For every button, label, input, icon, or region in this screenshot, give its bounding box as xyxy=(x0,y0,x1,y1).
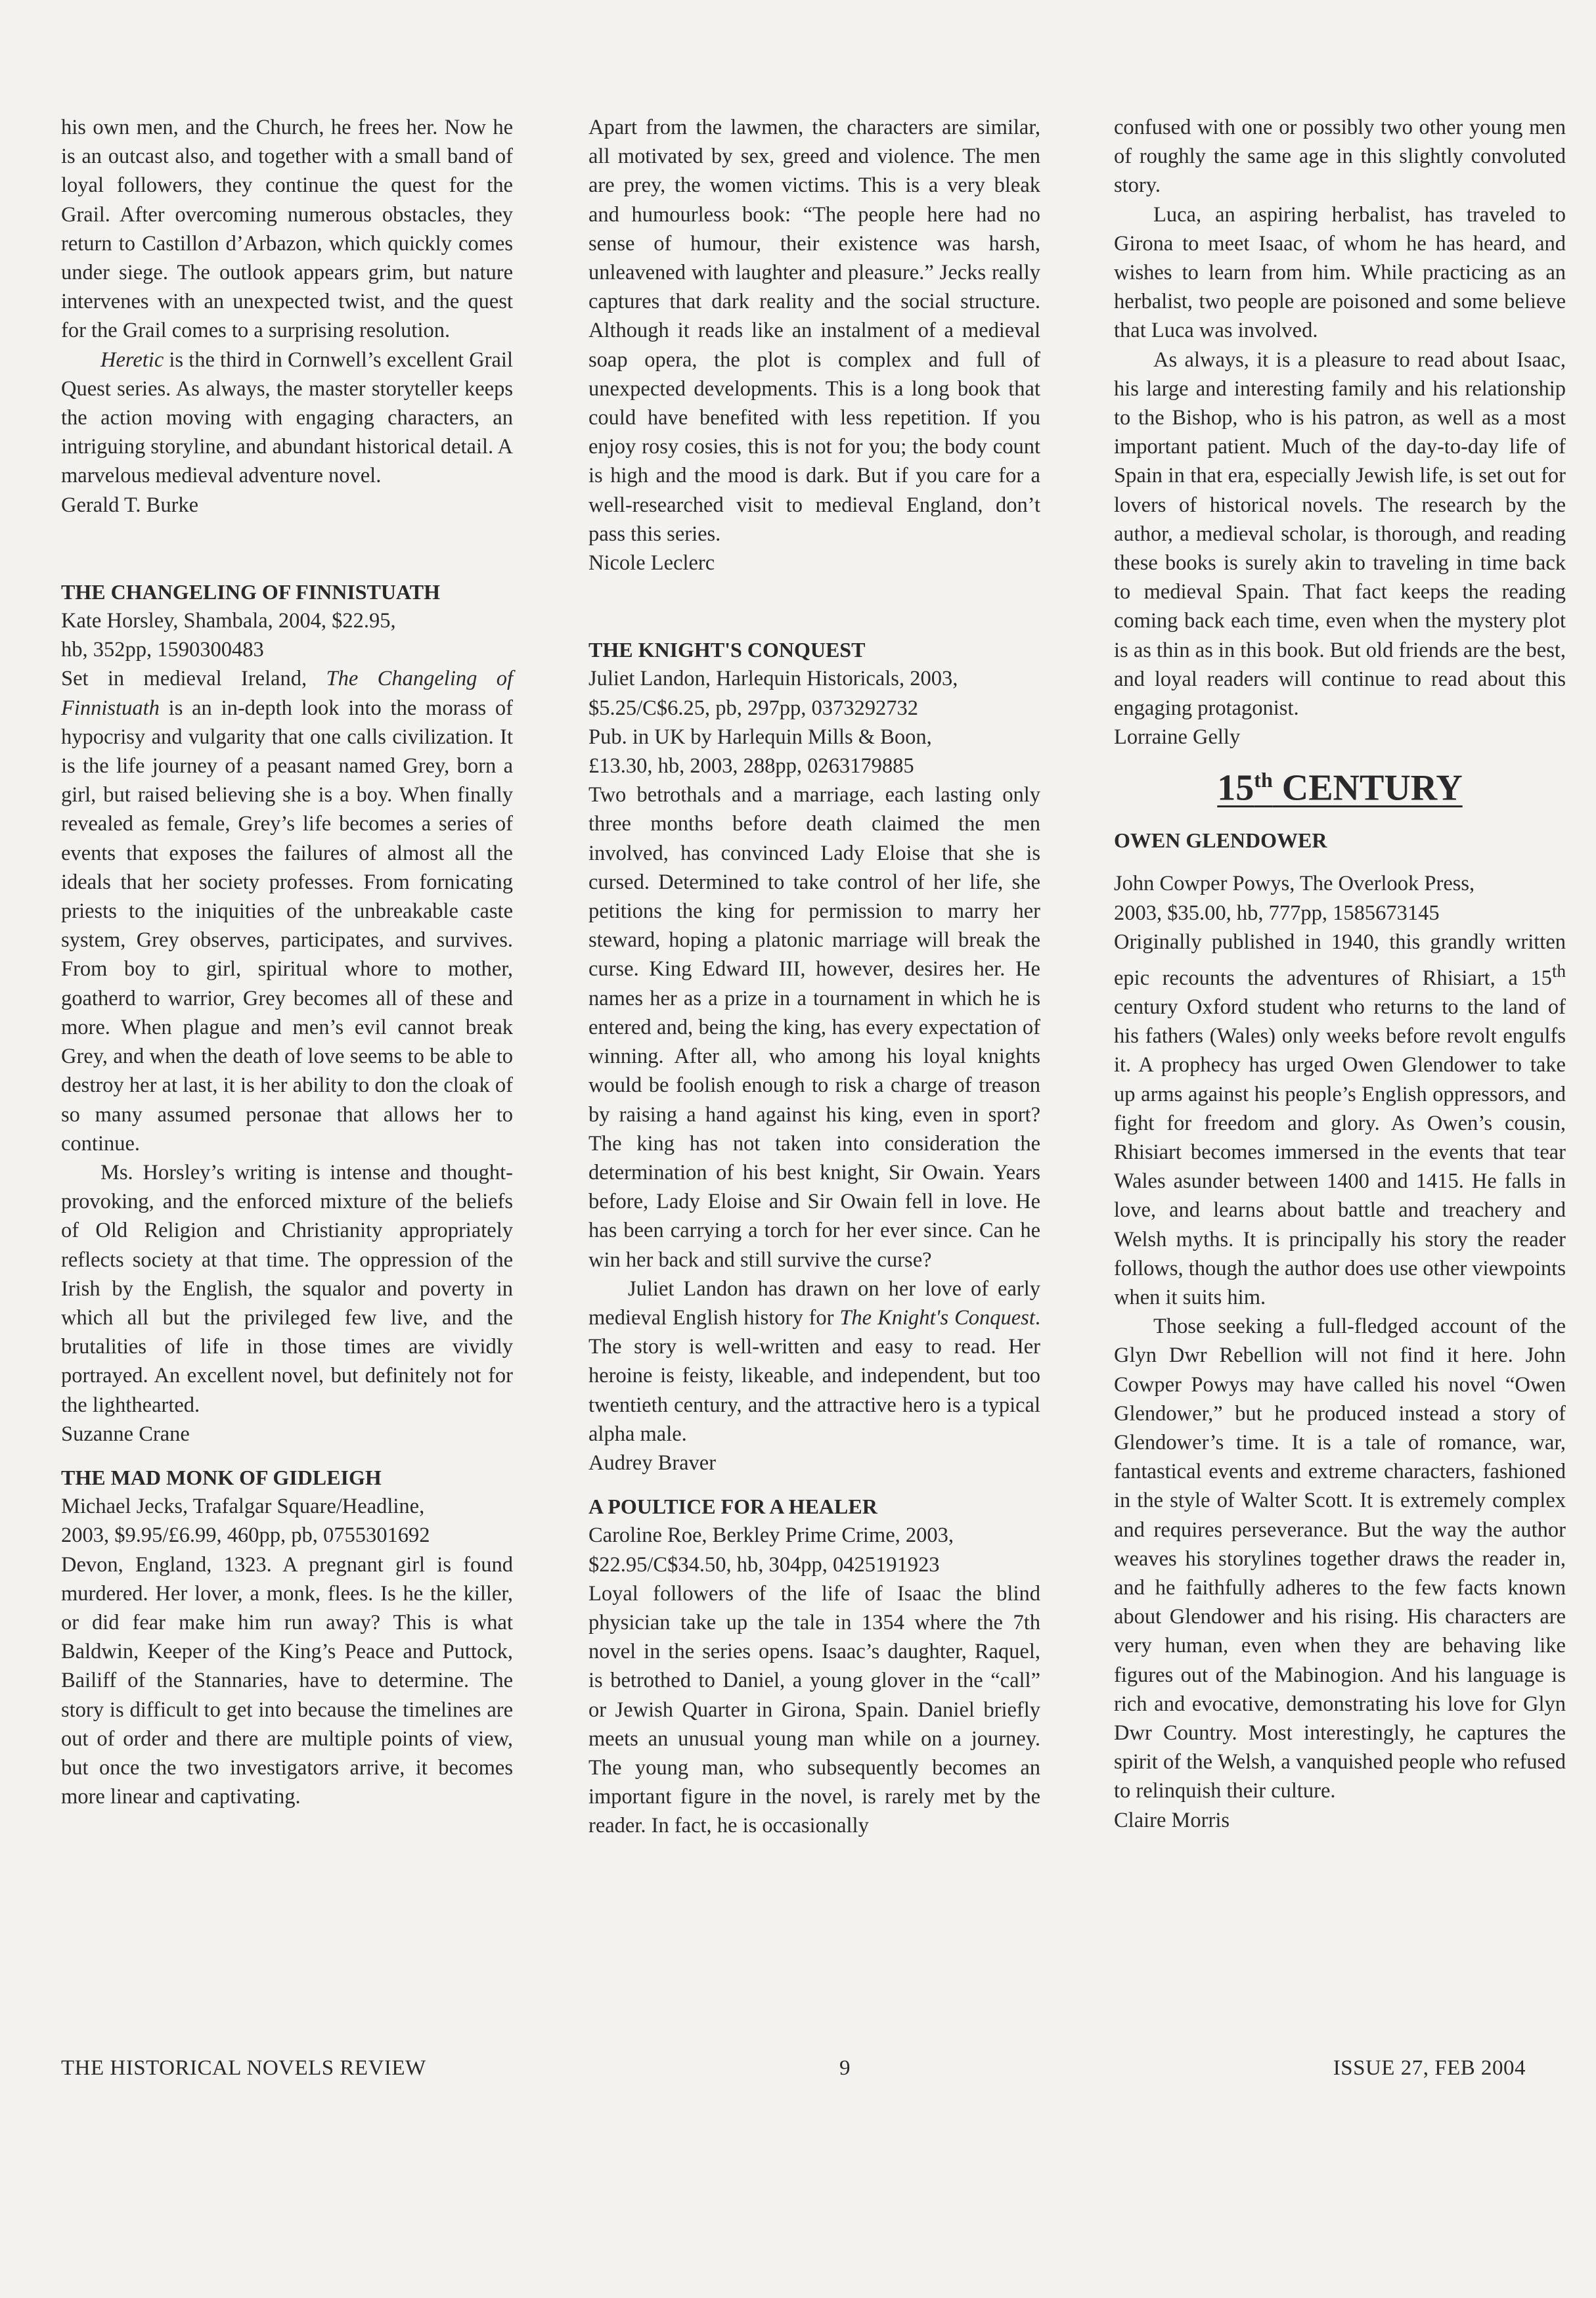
footer-issue: ISSUE 27, FEB 2004 xyxy=(1333,2056,1526,2080)
review-heading: THE CHANGELING OF FINNISTUATH xyxy=(61,579,440,604)
century-suffix: th xyxy=(1254,768,1273,792)
review-paragraph xyxy=(1114,928,1566,1312)
paragraph-text: . The story is well-written and easy to read. Her heroine is feisty, likeable, and independent, but too twentieth century, and the attractive hero is a typical alpha male. xyxy=(588,1305,1040,1446)
review-paragraph: Apart from the lawmen, the characters are similar, all motivated by sex, greed and violence. The men are prey, the women victims. This is a very bleak and humourless book: “The people here had no sense of humour, their existence was harsh, unleavened with laughter and pleasure.” Jecks really captures that dark reality and the social structure. Although it reads like an instalment of a medieval soap opera, the plot is complex and full of unexpected developments. This is a long book that could have benefited with less repetition. If you enjoy rosy cosies, this is not for you; the body count is high and the mood is dark. But if you care for a well-researched visit to medieval England, don’t pass this series. xyxy=(588,116,1040,546)
paragraph-text: Set in medieval Ireland, xyxy=(61,667,326,691)
reviewer-signature: Suzanne Crane xyxy=(61,1422,190,1446)
book-meta: Pub. in UK by Harlequin Mills & Boon, xyxy=(588,725,932,749)
paragraph-text: is the third in Cornwell’s excellent Grail Quest series. As always, the master storyteller keeps the action moving with engaging characters, an intriguing storyline, and abundant historical detail. A marvelous medieval adventure novel. xyxy=(61,348,513,488)
century-word: CENTURY xyxy=(1272,768,1463,809)
review-paragraph xyxy=(588,1274,1040,1449)
reviewer-signature: Gerald T. Burke xyxy=(61,493,199,517)
book-title-italic: Heretic xyxy=(100,348,164,372)
review-paragraph: Ms. Horsley’s writing is intense and thought-provoking, and the enforced mixture of the beliefs of Old Religion and Christianity appropriately reflects society at that time. The oppression of the Irish by the English, the squalor and poverty in which all but the privileged few live, and the brutalities of life in those times are vividly portrayed. An excellent novel, but definitely not for the lighthearted. xyxy=(61,1160,513,1417)
reviewer-signature: Nicole Leclerc xyxy=(588,551,715,575)
book-meta: John Cowper Powys, The Overlook Press, xyxy=(1114,872,1475,896)
book-meta: 2003, $9.95/£6.99, 460pp, pb, 0755301692 xyxy=(61,1523,430,1548)
paragraph-text: is an in-depth look into the morass of hypocrisy and vulgarity that one calls civilization. It is the life journey of a peasant named Grey, born a girl, but raised believing she is a boy. When finally revealed as female, Grey’s life becomes a series of events that exposes the failures of almost all the ideals that her society professes. From fornicating priests to the iniquities of the unbreakable caste system, Grey observes, participates, and survives. From boy to girl, spiritual whore to mother, goatherd to warrior, Grey becomes all of these and more. When plague and men’s evil cannot break Grey, and when the death of love seems to be able to destroy her at last, it is her ability to don the cloak of so many assumed personae that allows her to continue. xyxy=(61,696,513,1156)
review-heading: THE MAD MONK OF GIDLEIGH xyxy=(61,1465,382,1489)
review-paragraph xyxy=(61,664,513,1158)
column-2 xyxy=(588,113,1040,1841)
reviewer-signature: Claire Morris xyxy=(1114,1808,1230,1832)
review-paragraph xyxy=(61,346,513,491)
book-meta: Caroline Roe, Berkley Prime Crime, 2003, xyxy=(588,1523,954,1548)
century-number: 15 xyxy=(1217,768,1254,809)
ordinal-suffix: th xyxy=(1551,960,1566,981)
book-title-italic: The Changeling of Finnistuath xyxy=(61,667,513,720)
section-heading-century xyxy=(1114,757,1566,811)
book-meta: $22.95/C$34.50, hb, 304pp, 0425191923 xyxy=(588,1552,940,1577)
review-paragraph: Loyal followers of the life of Isaac the blind physician take up the tale in 1354 where the 7th novel in the series opens. Isaac’s daughter, Raquel, is betrothed to Daniel, a young glover in the “call” or Jewish Quarter in Girona, Spain. Daniel briefly meets an unusual young man while on a journey. The young man, who subsequently becomes an important figure in the novel, is rarely met by the reader. In fact, he is occasionally xyxy=(588,1581,1040,1838)
book-meta: Michael Jecks, Trafalgar Square/Headline, xyxy=(61,1495,425,1519)
review-paragraph: Two betrothals and a marriage, each lasting only three months before death claimed the men involved, has convinced Lady Eloise that she is cursed. Determined to take control of her life, she petitions the king for permission to marry her steward, hoping a platonic marriage will break the curse. King Edward III, however, desires her. He names her as a prize in a tournament in which he is entered and, being the king, has every expectation of winning. After all, who among his loyal knights would be foolish enough to risk a charge of treason by raising a hand against his king, even in sport? The king has not taken into consideration the determination of his best knight, Sir Owain. Years before, Lady Eloise and Sir Owain fell in love. He has been carrying a torch for her ever since. Can he win her back and still survive the curse? xyxy=(588,783,1040,1272)
book-meta: $5.25/C$6.25, pb, 297pp, 0373292732 xyxy=(588,696,918,720)
footer-publication: THE HISTORICAL NOVELS REVIEW xyxy=(61,2056,426,2080)
review-paragraph: Luca, an aspiring herbalist, has traveled to Girona to meet Isaac, of whom he has heard, and wishes to learn from him. While practicing as an herbalist, two people are poisoned and some believe that Luca was involved. xyxy=(1114,202,1566,343)
paragraph-text: Originally published in 1940, this grandly written epic recounts the adventures of Rhisiart, a 15 xyxy=(1114,930,1566,990)
review-heading: THE KNIGHT'S CONQUEST xyxy=(588,638,866,662)
book-meta: £13.30, hb, 2003, 288pp, 0263179885 xyxy=(588,754,914,778)
book-meta: Juliet Landon, Harlequin Historicals, 2003, xyxy=(588,667,958,691)
review-heading: OWEN GLENDOWER xyxy=(1114,828,1327,853)
book-meta: hb, 352pp, 1590300483 xyxy=(61,638,264,662)
book-meta: 2003, $35.00, hb, 777pp, 1585673145 xyxy=(1114,901,1440,925)
paragraph-text: Juliet Landon has drawn on her love of early medieval English history for xyxy=(588,1276,1040,1330)
column-3 xyxy=(1114,113,1566,1835)
footer-page-number: 9 xyxy=(839,2056,851,2080)
reviewer-signature: Lorraine Gelly xyxy=(1114,725,1241,750)
book-title-italic: The Knight's Conquest xyxy=(839,1305,1035,1330)
review-paragraph: Those seeking a full-fledged account of the Glyn Dwr Rebellion will not find it here. John Cowper Powys may have called his novel “Owen Glendower,” but he produced instead a story of Glendower’s time. It is a tale of romance, war, fantastical events and extreme characters, fashioned in the style of Walter Scott. It is extremely complex and requires perseverance. But the way the author weaves his storylines together draws the reader in, and he faithfully adheres to the few facts known about Glendower and his rising. His characters are very human, even when they are behaving like figures out of the Mabinogion. And his language is rich and evocative, demonstrating his love for Glyn Dwr Country. Most interestingly, he captures the spirit of the Welsh, a vanquished people who refused to relinquish their culture. xyxy=(1114,1315,1566,1803)
review-paragraph: confused with one or possibly two other young men of roughly the same age in this slightly convoluted story. xyxy=(1114,116,1566,198)
review-paragraph: his own men, and the Church, he frees her. Now he is an outcast also, and together with a small band of loyal followers, they continue the quest for the Grail. After overcoming numerous obstacles, they return to Castillon d’Arbazon, which quickly comes under siege. The outlook appears grim, but nature intervenes with an unexpected twist, and the quest for the Grail comes to a surprising resolution. xyxy=(61,116,513,343)
book-meta: Kate Horsley, Shambala, 2004, $22.95, xyxy=(61,609,396,633)
column-1 xyxy=(61,113,513,1811)
reviewer-signature: Audrey Braver xyxy=(588,1451,717,1475)
review-heading: A POULTICE FOR A HEALER xyxy=(588,1495,877,1519)
review-paragraph: As always, it is a pleasure to read about Isaac, his large and interesting family and his relationship to the Bishop, who is his patron, as well as a most important patient. Much of the day-to-day life of Spain in that era, especially Jewish life, is set out for lovers of historical novels. The research by the author, a medieval scholar, is thorough, and reading these books is surely akin to traveling in time back to medieval Spain. That fact keeps the reading coming back each time, even when the mystery plot is as thin as in this book. But old friends are the best, and loyal readers will continue to read about this engaging protagonist. xyxy=(1114,348,1566,721)
review-paragraph: Devon, England, 1323. A pregnant girl is found murdered. Her lover, a monk, flees. Is he the killer, or did fear make him run away? This is what Baldwin, Keeper of the King’s Peace and Puttock, Bailiff of the Stannaries, have to determine. The story is difficult to get into because the timelines are out of order and there are multiple points of view, but once the two investigators arrive, it becomes more linear and captivating. xyxy=(61,1552,513,1809)
paragraph-text: century Oxford student who returns to the land of his fathers (Wales) only weeks before revolt engulfs it. A prophecy has urged Owen Glendower to take up arms against his people’s English oppressors, and fight for freedom and glory. As Owen’s cousin, Rhisiart becomes immersed in the events that tear Wales asunder between 1400 and 1415. He falls in love, and learns about battle and treachery and Welsh myths. It is principally his story the reader follows, though the author does use other viewpoints when it suits him. xyxy=(1114,995,1566,1309)
